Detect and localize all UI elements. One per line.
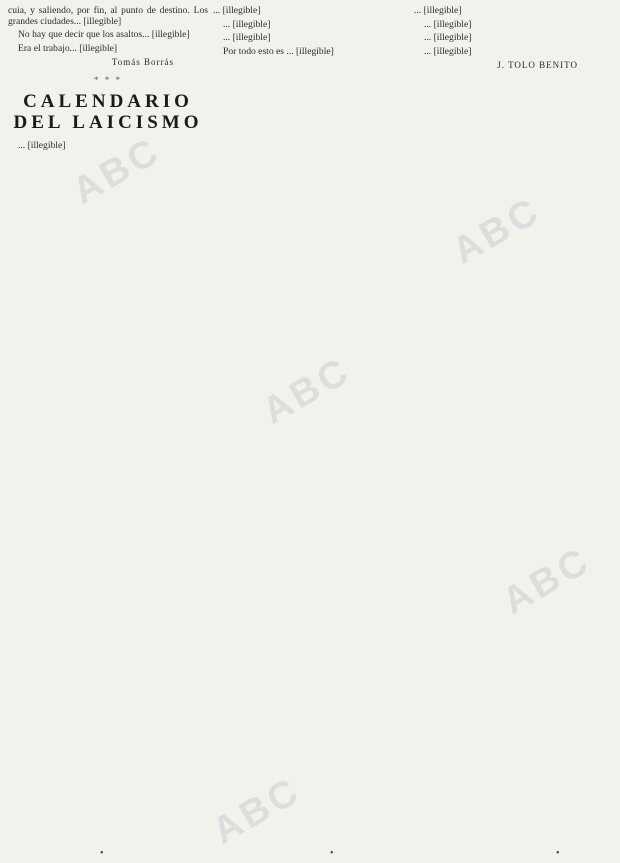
section-subtitle: DEL LAICISMO (13, 112, 203, 134)
abc-watermark: ABC (205, 769, 309, 853)
article-paragraph: ... [illegible] (213, 6, 261, 16)
abc-watermark: ABC (65, 129, 169, 213)
author-signature: J. TOLO BENITO (497, 60, 578, 71)
margin-dot: • (330, 848, 334, 859)
column-2 (213, 6, 409, 858)
abc-watermark: ABC (495, 539, 599, 623)
article-paragraph: ... [illegible] (424, 45, 472, 57)
margin-dot: • (556, 848, 560, 859)
abc-watermark: ABC (445, 189, 549, 273)
column-1 (8, 6, 208, 858)
article-paragraph: ... [illegible] (18, 140, 66, 152)
article-paragraph: ... [illegible] (223, 32, 271, 44)
article-paragraph: ... [illegible] (424, 32, 472, 44)
abc-watermark: ABC (255, 349, 359, 433)
margin-dot: • (100, 848, 104, 859)
section-separator: * * * (94, 75, 122, 86)
article-paragraph: No hay que decir que los asaltos... [illegible] (18, 29, 190, 41)
article-paragraph: ... [illegible] (414, 6, 462, 16)
author-signature: Tomás Borrás (111, 57, 174, 68)
article-paragraph: Por todo esto es ... [illegible] (223, 45, 334, 57)
article-paragraph: cuia, y saliendo, por fin, al punto de destino. Los grandes ciudades... [illegible] (8, 6, 208, 27)
article-paragraph: Era el trabajo... [illegible] (18, 42, 118, 54)
article-paragraph: ... [illegible] (424, 18, 472, 30)
column-3 (414, 6, 612, 858)
section-title: CALENDARIO (23, 91, 193, 113)
article-paragraph: ... [illegible] (223, 18, 271, 30)
